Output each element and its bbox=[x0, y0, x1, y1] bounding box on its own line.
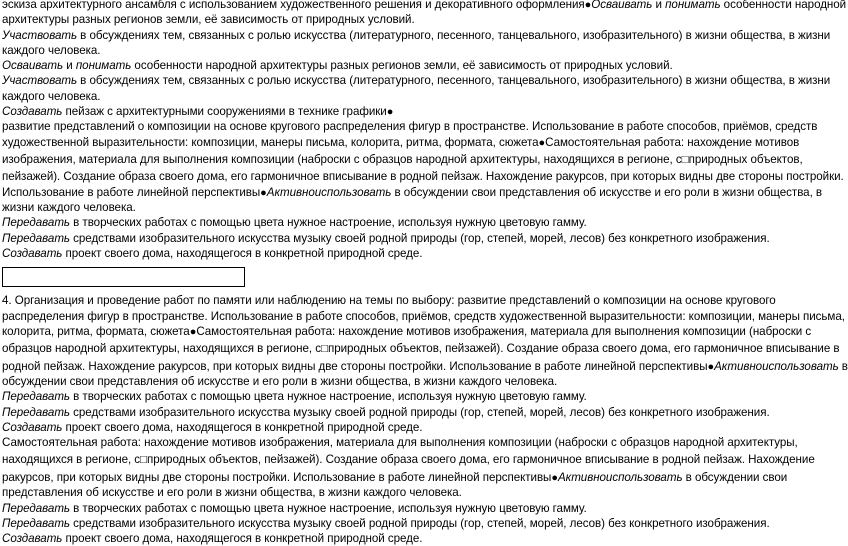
text-span: в обсуждениях тем, связанных с ролью искусства (литературного, песенного, танцевального, изобразительного) в жизни общества, в жизни bbox=[77, 74, 831, 88]
text-span: каждого человека. bbox=[2, 43, 101, 57]
bullet-icon: ● bbox=[551, 471, 558, 484]
text-span: Самостоятельная работа: нахождение мотивов bbox=[545, 135, 800, 149]
empty-table-cell bbox=[2, 267, 245, 287]
italic-verb: Передавать bbox=[2, 216, 70, 230]
text-block-1 bbox=[2, 0, 847, 261]
bullet-icon: ● bbox=[538, 136, 546, 149]
text-span: обсуждении свои представления об искусстве и его роли в жизни общества, в жизни каждого человека. bbox=[2, 374, 558, 388]
text-line bbox=[2, 339, 840, 359]
text-span: проект своего дома, находящегося в конкретной природной среде. bbox=[62, 532, 423, 546]
text-span: в творческих работах с помощью цвета нужное настроение, используя нужную цветовую гамму. bbox=[69, 390, 587, 404]
text-span: представления об искусстве и его роли в жизни общества, в жизни каждого человека. bbox=[2, 486, 462, 500]
text-line bbox=[2, 231, 814, 246]
text-line bbox=[2, 185, 823, 200]
text-span: пейзажей). Создание образа своего дома, его гармоничное вписывание в родной пейзаж. Нахождение ракурсов, при которых видны две стороны постройки. bbox=[2, 170, 844, 184]
italic-verb: Активноиспользовать bbox=[266, 185, 392, 199]
italic-verb: Участвовать bbox=[2, 28, 78, 42]
italic-verb: Активноиспользовать bbox=[557, 470, 683, 484]
italic-verb: Передавать bbox=[2, 501, 70, 515]
text-span: каждого человека. bbox=[2, 89, 101, 103]
text-line bbox=[2, 12, 814, 27]
text-line bbox=[2, 200, 814, 215]
italic-verb: Создавать bbox=[2, 532, 63, 546]
text-span: находящихся в регионе, с□природных объектов, пейзажей). Создание образа своего дома, его гармоничное вписывание в родной пейзаж. Нахождение bbox=[2, 453, 815, 467]
text-span: проект своего дома, находящегося в конкретной природной среде. bbox=[62, 246, 423, 260]
text-span: и bbox=[63, 59, 76, 73]
document-page bbox=[2, 0, 848, 546]
text-line bbox=[2, 531, 814, 546]
text-line bbox=[2, 405, 814, 420]
text-line bbox=[2, 374, 814, 389]
text-span: средствами изобразительного искусства музыку своей родной природы (гор, степей, морей, лесов) без конкретного изображения. bbox=[69, 405, 770, 419]
text-span: Самостоятельная работа: нахождение мотивов изображения, материала для выполнения композиции (наброски с образцов народной архитектуры, bbox=[2, 436, 798, 450]
text-line bbox=[2, 150, 814, 170]
text-span: Использование в работе линейной перспективы bbox=[2, 185, 261, 199]
text-line bbox=[2, 470, 814, 485]
text-span: пейзаж с архитектурными сооружениями в технике графики bbox=[62, 105, 387, 119]
text-line bbox=[2, 501, 814, 516]
italic-verb: Участвовать bbox=[2, 74, 78, 88]
text-span: изображения, материала для выполнения композиции (наброски с образцов народной архитектуры, находящихся в регионе, с□природных объектов, bbox=[2, 152, 803, 166]
text-span: Самостоятельная работа: нахождение мотивов изображения, материала для выполнения композиции (наброски с bbox=[196, 324, 812, 338]
text-line bbox=[2, 359, 848, 374]
bullet-icon: ● bbox=[189, 325, 197, 338]
text-span: архитектуры разных регионов земли, её зависимость от природных условий. bbox=[2, 13, 415, 27]
italic-verb: Создавать bbox=[2, 105, 63, 119]
text-line bbox=[2, 485, 814, 500]
text-line bbox=[2, 450, 814, 470]
text-line bbox=[2, 420, 814, 435]
text-line bbox=[2, 516, 814, 531]
text-span: жизни каждого человека. bbox=[2, 201, 136, 215]
text-span: в обсуждении свои bbox=[682, 470, 788, 484]
text-line bbox=[2, 389, 814, 404]
text-line bbox=[2, 28, 831, 43]
text-block-2 bbox=[2, 293, 848, 546]
text-span: особенности народной архитектуры разных регионов земли, её зависимость от природных условий. bbox=[131, 59, 673, 73]
bullet-icon: ● bbox=[386, 106, 394, 119]
text-line bbox=[2, 309, 845, 324]
text-span: в обсуждении свои представления об искусстве и его роли в жизни общества, в bbox=[391, 185, 823, 199]
italic-verb: Передавать bbox=[2, 390, 70, 404]
text-span: образцов народной архитектуры, находящихся в регионе, с□природных объектов, пейзажей). Создание образа своего дома, его гармоничное вписывание в bbox=[2, 342, 840, 356]
text-line bbox=[2, 215, 814, 230]
text-span: проект своего дома, находящегося в конкретной природной среде. bbox=[62, 420, 423, 434]
italic-verb: понимать bbox=[75, 59, 132, 73]
text-span: и bbox=[652, 0, 666, 11]
text-span: в обсуждениях тем, связанных с ролью искусства (литературного, песенного, танцевального, изобразительного) в жизни общества, в жизни bbox=[77, 28, 831, 42]
text-line bbox=[2, 43, 814, 58]
text-line bbox=[2, 293, 814, 308]
text-line bbox=[2, 135, 814, 150]
italic-verb: Передавать bbox=[2, 231, 70, 245]
italic-verb: Активноиспользовать bbox=[714, 359, 839, 373]
text-line bbox=[2, 73, 831, 88]
text-span: художественной выразительности: композиции, манеры письма, колорита, ритма, формата, сюжета bbox=[2, 135, 539, 149]
text-span: в творческих работах с помощью цвета нужное настроение, используя нужную цветовую гамму. bbox=[69, 216, 587, 230]
text-span: родной пейзаж. Нахождение ракурсов, при которых видны две стороны постройки. Использование в работе линейной перспективы bbox=[2, 359, 708, 373]
text-line bbox=[2, 324, 814, 339]
text-line bbox=[2, 435, 814, 450]
bullet-icon: ● bbox=[707, 360, 715, 373]
italic-verb: Передавать bbox=[2, 405, 70, 419]
text-span: особенности народной bbox=[720, 0, 847, 11]
text-span: распределения фигур в пространстве. Использование в работе способов, приёмов, средств художественной выразительности: композиции, манеры письма, bbox=[2, 309, 845, 323]
italic-verb: Создавать bbox=[2, 420, 63, 434]
text-line bbox=[2, 246, 814, 261]
italic-verb: Осваивать bbox=[591, 0, 653, 11]
text-line bbox=[2, 89, 814, 104]
text-line bbox=[2, 58, 814, 73]
text-span: развитие представлений о композиции на основе кругового распределения фигур в пространстве. Использование в работе способов, приёмов, средств bbox=[2, 120, 818, 134]
text-line bbox=[2, 0, 847, 12]
italic-verb: Передавать bbox=[2, 516, 70, 530]
text-line bbox=[2, 169, 844, 184]
text-span: средствами изобразительного искусства музыку своей родной природы (гор, степей, морей, лесов) без конкретного изображения. bbox=[69, 231, 770, 245]
text-span: колорита, ритма, формата, сюжета bbox=[2, 324, 190, 338]
text-span: 4. Организация и проведение работ по памяти или наблюдению на темы по выбору: развитие представлений о композиции на основе кругового bbox=[2, 294, 776, 308]
text-span: средствами изобразительного искусства музыку своей родной природы (гор, степей, морей, лесов) без конкретного изображения. bbox=[69, 516, 770, 530]
italic-verb: Создавать bbox=[2, 246, 63, 260]
text-span: ракурсов, при которых видны две стороны постройки. Использование в работе линейной перспективы bbox=[2, 470, 552, 484]
bullet-icon: ● bbox=[260, 186, 267, 199]
text-span: в bbox=[838, 359, 848, 373]
italic-verb: понимать bbox=[665, 0, 721, 11]
text-span: в творческих работах с помощью цвета нужное настроение, используя нужную цветовую гамму. bbox=[69, 501, 587, 515]
text-line bbox=[2, 119, 818, 134]
italic-verb: Осваивать bbox=[2, 59, 64, 73]
bullet-icon: ● bbox=[584, 0, 592, 11]
text-line bbox=[2, 104, 814, 119]
text-span: эскиза архитектурного ансамбля с использованием художественного решения и декоративного оформления bbox=[2, 0, 585, 11]
